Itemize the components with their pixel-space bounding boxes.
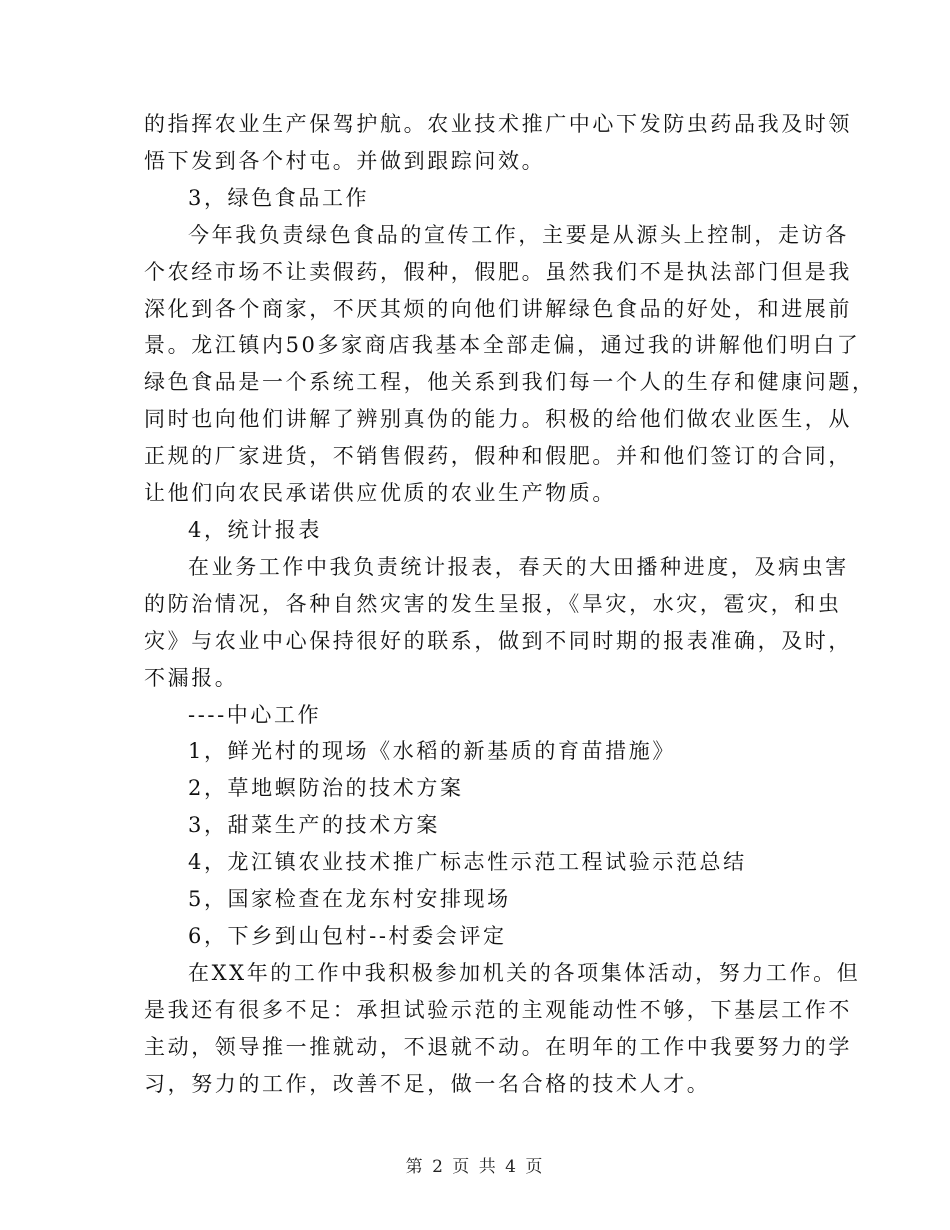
- text-line: 景。龙江镇内50多家商店我基本全部走偏，通过我的讲解他们明白了: [144, 333, 861, 358]
- list-item: 6，下乡到山包村--村委会评定: [188, 923, 507, 948]
- text-line: 在业务工作中我负责统计报表，春天的大田播种进度，及病虫害: [188, 554, 849, 579]
- section-heading: ----中心工作: [188, 702, 322, 727]
- text-line: 个农经市场不让卖假药，假种，假肥。虽然我们不是执法部门但是我: [144, 259, 852, 284]
- text-line: 正规的厂家进货，不销售假药，假种和假肥。并和他们签订的合同，: [144, 444, 852, 469]
- text-line: 是我还有很多不足：承担试验示范的主观能动性不够，下基层工作不: [144, 997, 852, 1022]
- list-item: 3，甜菜生产的技术方案: [188, 813, 440, 838]
- list-item: 4，龙江镇农业技术推广标志性示范工程试验示范总结: [188, 850, 747, 875]
- page-number-footer: 第 2 页 共 4 页: [405, 1157, 545, 1177]
- text-line: 的指挥农业生产保驾护航。农业技术推广中心下发防虫药品我及时领: [144, 112, 852, 136]
- text-line: 同时也向他们讲解了辨别真伪的能力。积极的给他们做农业医生，从: [144, 407, 852, 432]
- text-line: 在XX年的工作中我积极参加机关的各项集体活动，努力工作。但: [188, 960, 861, 985]
- text-line: 今年我负责绿色食品的宣传工作，主要是从源头上控制，走访各: [188, 222, 849, 247]
- text-line: 主动，领导推一推就动，不退就不动。在明年的工作中我要努力的学: [144, 1034, 852, 1059]
- text-line: 绿色食品是一个系统工程，他关系到我们每一个人的生存和健康问题，: [144, 370, 876, 395]
- text-line: 的防治情况，各种自然灾害的发生呈报，《旱灾，水灾，雹灾，和虫: [144, 591, 842, 616]
- text-line: 悟下发到各个村屯。并做到跟踪问效。: [144, 148, 546, 173]
- list-item: 2，草地螟防治的技术方案: [188, 776, 464, 801]
- text-line: 灾》与农业中心保持很好的联系，做到不同时期的报表准确，及时，: [144, 628, 852, 653]
- document-body: [144, 106, 876, 1102]
- text-line: 习，努力的工作，改善不足，做一名合格的技术人才。: [144, 1071, 711, 1096]
- text-line: 不漏报。: [144, 665, 239, 690]
- section-heading: 3，绿色食品工作: [188, 185, 370, 210]
- list-item: 5，国家检查在龙东村安排现场: [188, 887, 511, 912]
- section-heading: 4，统计报表: [188, 517, 322, 542]
- text-line: 让他们向农民承诺供应优质的农业生产物质。: [144, 481, 616, 506]
- text-line: 深化到各个商家，不厌其烦的向他们讲解绿色食品的好处，和进展前: [144, 296, 852, 321]
- list-item: 1，鲜光村的现场《水稻的新基质的育苗措施》: [188, 739, 676, 764]
